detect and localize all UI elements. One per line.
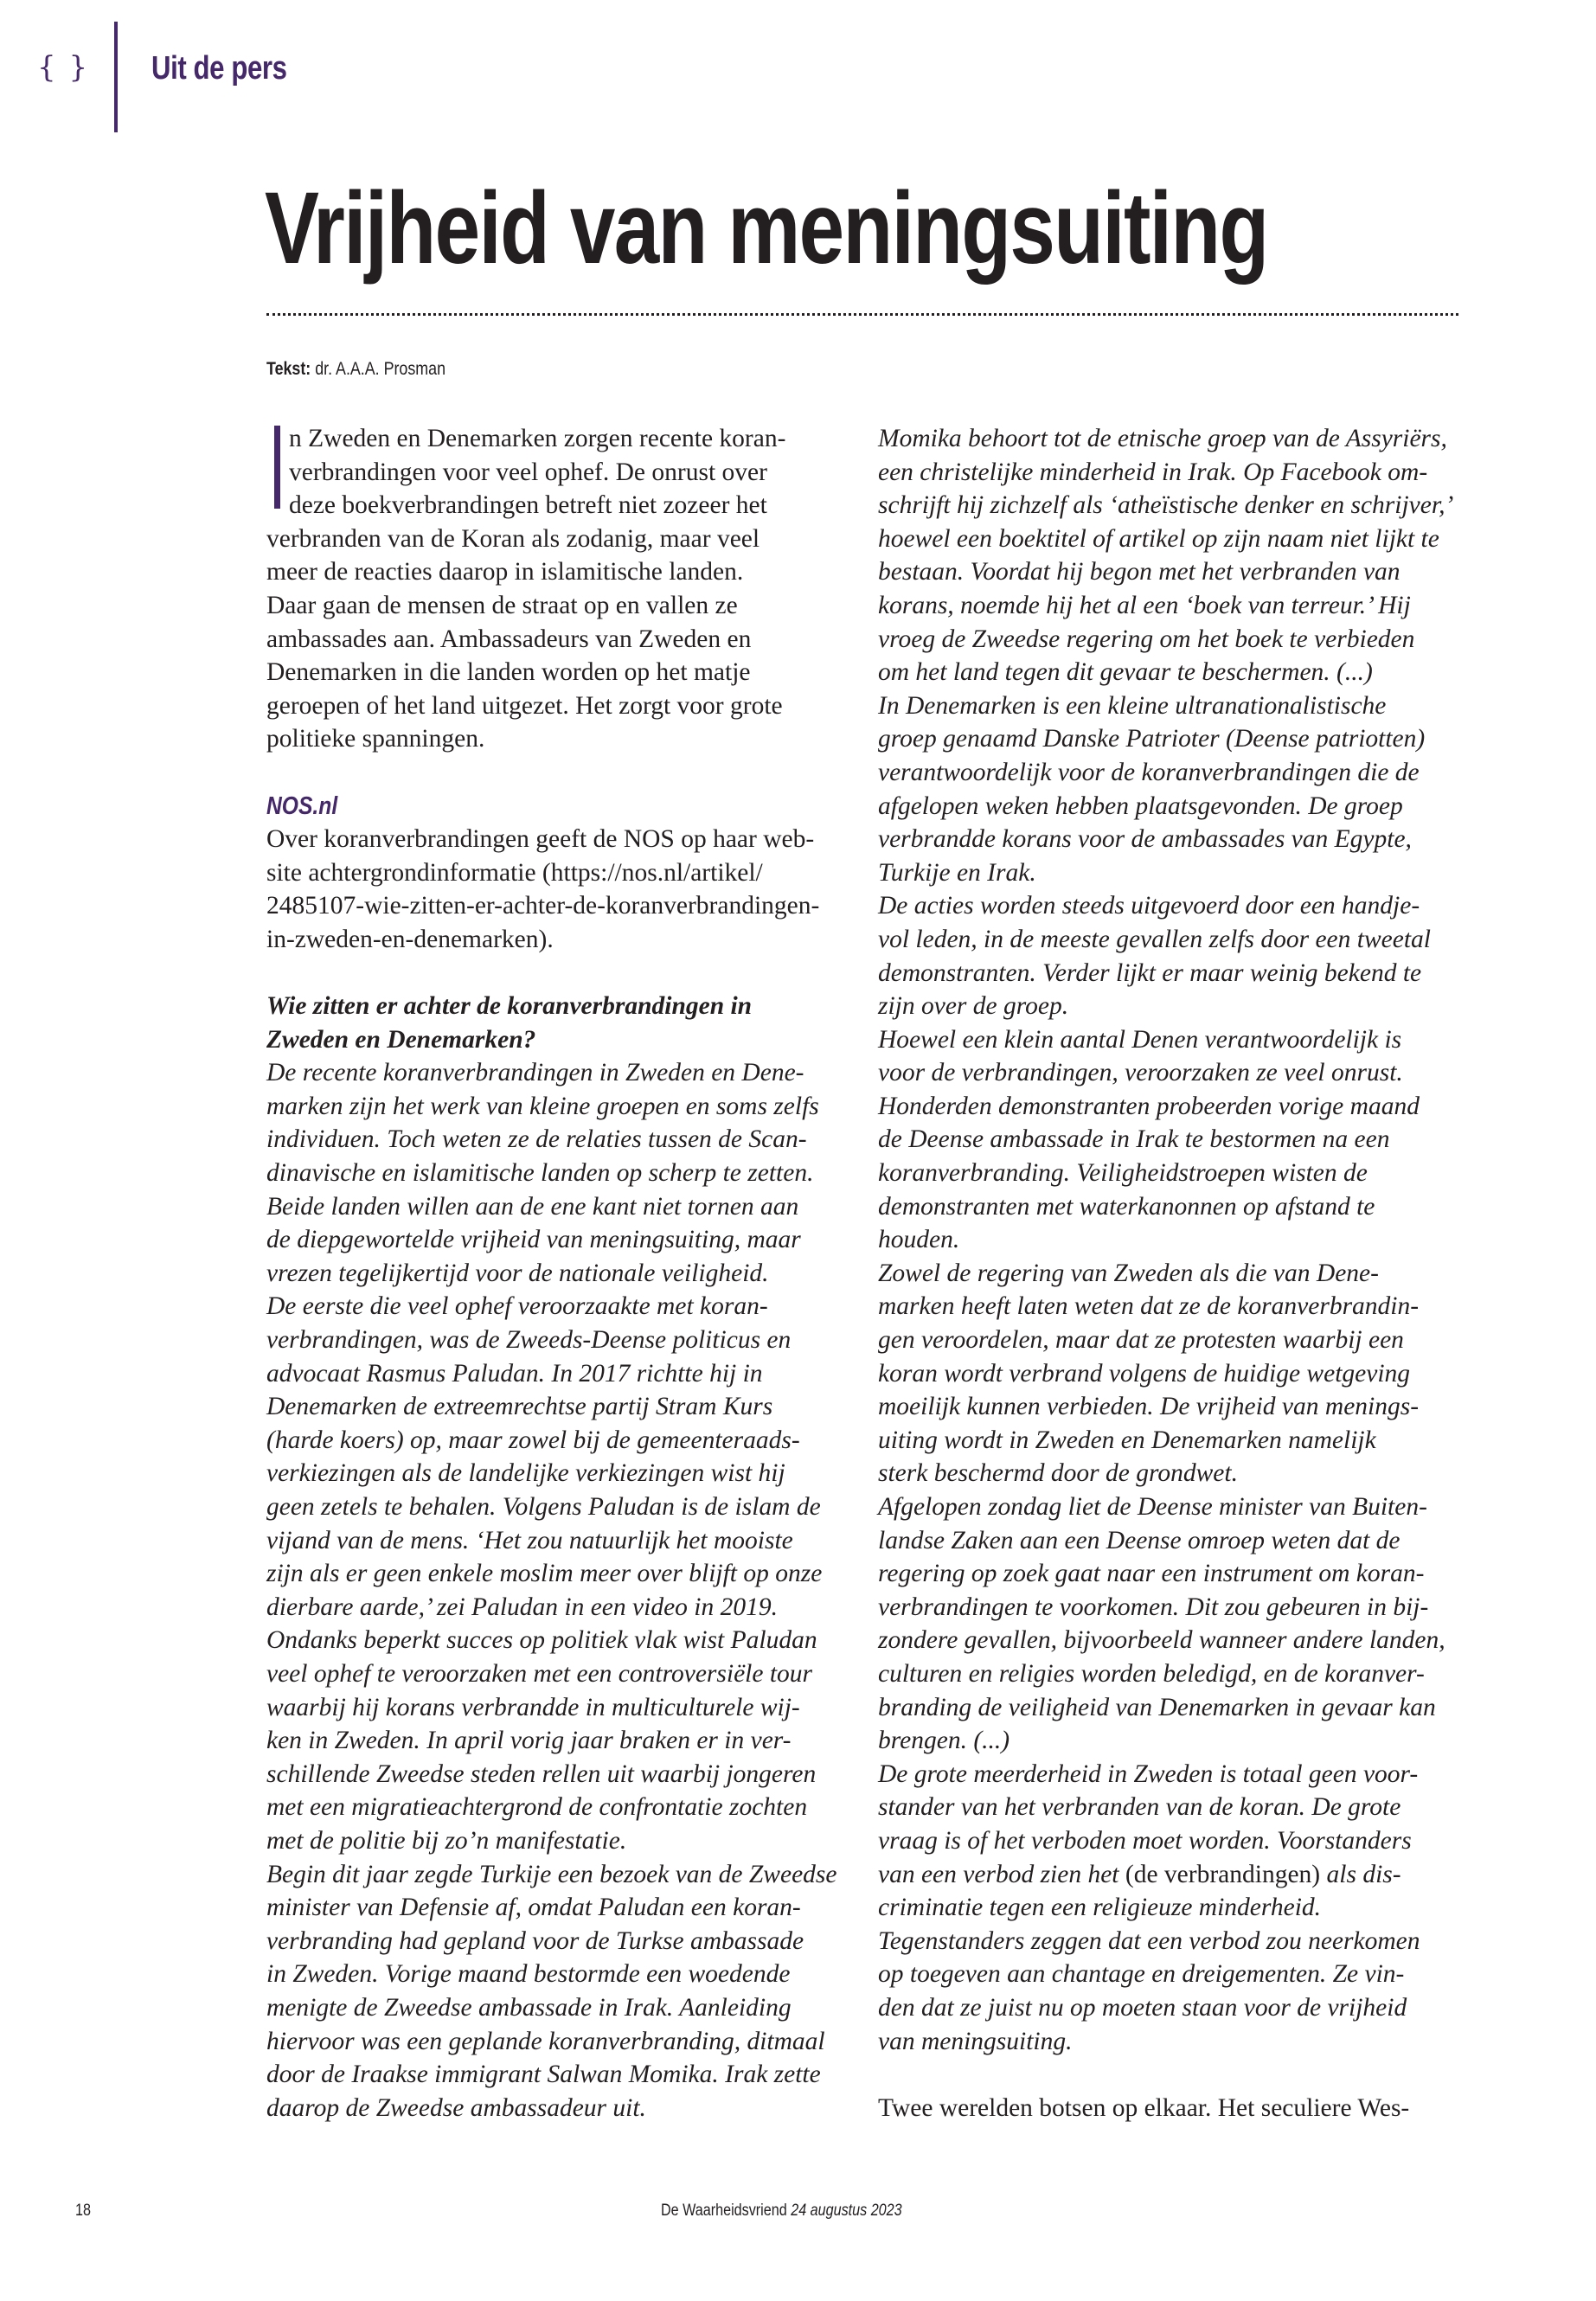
quote-line: bestaan. Voordat hij begon met het verbranden van: [878, 558, 1401, 586]
quote-line: koranverbranding. Veiligheidstroepen wisten de: [878, 1159, 1368, 1188]
quote-line: verkiezingen als de landelijke verkiezingen wist hij: [266, 1459, 785, 1488]
quote-line: sterk beschermd door de grondwet.: [878, 1459, 1238, 1488]
right-column: [878, 422, 1484, 2125]
quote-line: individuen. Toch weten ze de relaties tussen de Scan-: [266, 1125, 807, 1154]
article-title: Vrijheid van meningsuiting: [265, 171, 1268, 285]
quote-line: verbrandingen, was de Zweeds-Deense politicus en: [266, 1326, 792, 1355]
quoted-text-right: [878, 422, 1484, 2058]
quote-line: door de Iraakse immigrant Salwan Momika. Irak zette: [266, 2061, 821, 2089]
subheading-line: Zweden en Denemarken?: [266, 1025, 536, 1054]
quote-line: vrezen tegelijkertijd voor de nationale veiligheid.: [266, 1259, 769, 1287]
intro-line: Daar gaan de mensen de straat op en vallen ze: [266, 591, 738, 619]
left-column: [266, 422, 855, 2125]
publication-date: 24 augustus 2023: [791, 2202, 902, 2220]
publication-name: De Waarheidsvriend: [661, 2202, 787, 2220]
editorial-insert: (de verbrandingen): [1125, 1860, 1321, 1888]
intro-line: n Zweden en Denemarken zorgen recente koran-: [289, 425, 786, 452]
quote-line: met een migratieachtergrond de confrontatie zochten: [266, 1793, 808, 1822]
quote-line: waarbij hij korans verbrandde in multiculturele wij-: [266, 1693, 800, 1721]
quote-line: In Denemarken is een kleine ultranationalistische: [878, 691, 1387, 720]
subheading: [266, 990, 855, 1056]
closing-paragraph-line: Twee werelden botsen op elkaar. Het seculiere Wes-: [878, 2093, 1410, 2122]
byline-label: Tekst:: [266, 359, 311, 379]
quote-line: Ondanks beperkt succes op politiek vlak wist Paludan: [266, 1626, 817, 1655]
quote-line: moeilijk kunnen verbieden. De vrijheid van menings-: [878, 1393, 1420, 1421]
quote-line: een christelijke minderheid in Irak. Op Facebook om-: [878, 458, 1428, 486]
quote-line: schrijft hij zichzelf als ‘atheïstische denker en schrijver,’: [878, 491, 1454, 520]
source-line: Over koranverbrandingen geeft de NOS op haar web-: [266, 825, 815, 854]
quote-line: Denemarken de extreemrechtse partij Stram Kurs: [266, 1393, 773, 1421]
quote-line: minister van Defensie af, omdat Paludan een koran-: [266, 1894, 801, 1922]
curly-braces-icon: { }: [37, 50, 90, 85]
quote-line: zondere gevallen, bijvoorbeeld wanneer andere landen,: [878, 1626, 1445, 1655]
quote-line: De eerste die veel ophef veroorzaakte met koran-: [266, 1292, 768, 1321]
header-divider: [114, 22, 118, 132]
quote-line: gen veroordelen, maar dat ze protesten waarbij een: [878, 1326, 1404, 1355]
quote-line: in Zweden. Vorige maand bestormde een woedende: [266, 1960, 791, 1989]
quote-line: landse Zaken aan een Deense omroep weten dat de: [878, 1526, 1401, 1554]
quote-line: op toegeven aan chantage en dreigementen. Ze vin-: [878, 1960, 1405, 1989]
quote-fragment: van een verbod zien het: [878, 1860, 1125, 1888]
intro-line: meer de reacties daarop in islamitische landen.: [266, 558, 744, 586]
quote-line: koran wordt verbrand volgens de huidige wetgeving: [878, 1359, 1411, 1388]
quote-line: Tegenstanders zeggen dat een verbod zou neerkomen: [878, 1926, 1420, 1955]
quote-line: advocaat Rasmus Paludan. In 2017 richtte hij in: [266, 1359, 763, 1388]
quote-line: demonstranten. Verder lijkt er maar weinig bekend te: [878, 958, 1422, 987]
quote-line: geen zetels te behalen. Volgens Paludan is de islam de: [266, 1493, 821, 1521]
quote-line: groep genaamd Danske Patrioter (Deense patriotten): [878, 725, 1426, 753]
quote-line: voor de verbrandingen, veroorzaken ze veel onrust.: [878, 1059, 1403, 1087]
quote-line: De acties worden steeds uitgevoerd door een handje-: [878, 892, 1420, 920]
quote-line: van meningsuiting.: [878, 2027, 1073, 2055]
intro-line: deze boekverbrandingen betreft niet zozeer het: [289, 491, 767, 520]
quote-fragment: als dis-: [1320, 1860, 1401, 1888]
quote-line: ken in Zweden. In april vorig jaar braken er in ver-: [266, 1727, 792, 1755]
quote-line: Beide landen willen aan de ene kant niet tornen aan: [266, 1192, 799, 1221]
quote-line: Hoewel een klein aantal Denen verantwoordelijk is: [878, 1025, 1402, 1054]
quote-line: verantwoordelijk voor de koranverbrandingen die de: [878, 758, 1420, 786]
quote-line: branding de veiligheid van Denemarken in gevaar kan: [878, 1693, 1436, 1721]
quote-line: vraag is of het verboden moet worden. Voorstanders: [878, 1826, 1412, 1855]
quote-line: hoewel een boektitel of artikel op zijn naam niet lijkt te: [878, 524, 1439, 553]
quote-line: regering op zoek gaat naar een instrument om koran-: [878, 1560, 1425, 1588]
quote-line: (harde koers) op, maar zowel bij de gemeenteraads-: [266, 1426, 800, 1454]
quote-line: De grote meerderheid in Zweden is totaal geen voor-: [878, 1759, 1419, 1788]
subheading-line: Wie zitten er achter de koranverbrandingen in: [266, 992, 753, 1021]
quote-line: dinavische en islamitische landen op scherp te zetten.: [266, 1159, 814, 1188]
intro-paragraph: [266, 422, 855, 756]
source-line: in-zweden-en-denemarken).: [266, 925, 554, 953]
quote-line: Momika behoort tot de etnische groep van de Assyriërs,: [878, 425, 1447, 452]
quote-line: vol leden, in de meeste gevallen zelfs door een tweetal: [878, 925, 1431, 953]
source-line: site achtergrondinformatie (https://nos.nl/artikel/: [266, 858, 763, 887]
quote-line: uiting wordt in Zweden en Denemarken namelijk: [878, 1426, 1376, 1454]
source-line: 2485107-wie-zitten-er-achter-de-koranverbrandingen-: [266, 892, 820, 920]
quote-line: de Deense ambassade in Irak te bestormen na een: [878, 1125, 1390, 1154]
quote-line: afgelopen weken hebben plaatsgevonden. De groep: [878, 792, 1403, 820]
byline-author: dr. A.A.A. Prosman: [311, 359, 446, 379]
title-dotted-divider: [266, 313, 1458, 316]
quote-line: Begin dit jaar zegde Turkije een bezoek van de Zweedse: [266, 1860, 837, 1888]
source-heading: NOS.nl: [266, 792, 338, 820]
quote-line: marken heeft laten weten dat ze de koranverbrandin-: [878, 1292, 1420, 1321]
intro-line: verbrandingen voor veel ophef. De onrust over: [289, 458, 767, 486]
quote-line: veel ophef te veroorzaken met een controversiële tour: [266, 1659, 813, 1688]
quote-line: marken zijn het werk van kleine groepen en soms zelfs: [266, 1092, 819, 1120]
byline: [266, 359, 445, 380]
quote-line: criminatie tegen een religieuze minderheid.: [878, 1894, 1322, 1922]
quote-line: met de politie bij zo’n manifestatie.: [266, 1826, 627, 1855]
section-label: Uit de pers: [151, 50, 287, 87]
quote-line: culturen en religies worden beledigd, en de koranver-: [878, 1659, 1425, 1688]
quote-line: verbrandingen te voorkomen. Dit zou gebeuren in bij-: [878, 1593, 1429, 1621]
quote-line: om het land tegen dit gevaar te beschermen. (...): [878, 658, 1373, 687]
quote-line: houden.: [878, 1226, 960, 1254]
quote-line: dierbare aarde,’ zei Paludan in een video in 2019.: [266, 1593, 778, 1621]
source-paragraph: [266, 823, 855, 956]
quote-line: zijn als er geen enkele moslim meer over blijft op onze: [266, 1560, 823, 1588]
quote-line: Afgelopen zondag liet de Deense minister van Buiten-: [878, 1493, 1427, 1521]
quote-line: den dat ze juist nu op moeten staan voor de vrijheid: [878, 1993, 1407, 2022]
quote-line: daarop de Zweedse ambassadeur uit.: [266, 2093, 646, 2122]
intro-line: geroepen of het land uitgezet. Het zorgt voor grote: [266, 691, 783, 720]
footer-publication: [661, 2202, 902, 2221]
quote-line: vroeg de Zweedse regering om het boek te verbieden: [878, 625, 1415, 653]
quote-line: zijn over de groep.: [878, 992, 1069, 1021]
quote-line: verbrandde korans voor de ambassades van Egypte,: [878, 825, 1412, 854]
intro-line: politieke spanningen.: [266, 725, 485, 753]
quote-line: Honderden demonstranten probeerden vorige maand: [878, 1092, 1420, 1120]
quote-line: verbranding had gepland voor de Turkse ambassade: [266, 1926, 804, 1955]
quote-line: Zowel de regering van Zweden als die van Dene-: [878, 1259, 1379, 1287]
intro-line: Denemarken in die landen worden op het matje: [266, 658, 751, 687]
quote-line: stander van het verbranden van de koran. De grote: [878, 1793, 1401, 1822]
quote-line: demonstranten met waterkanonnen op afstand te: [878, 1192, 1375, 1221]
quoted-text-left: [266, 1056, 855, 2125]
quote-line: brengen. (...): [878, 1727, 1010, 1755]
quote-line: vijand van de mens. ‘Het zou natuurlijk het mooiste: [266, 1526, 793, 1554]
quote-line: korans, noemde hij het al een ‘boek van terreur.’ Hij: [878, 591, 1411, 619]
intro-line: ambassades aan. Ambassadeurs van Zweden en: [266, 625, 752, 653]
quote-line: hiervoor was een geplande koranverbranding, ditmaal: [266, 2027, 825, 2055]
page-number: 18: [75, 2202, 91, 2220]
quote-line: schillende Zweedse steden rellen uit waarbij jongeren: [266, 1759, 817, 1788]
quote-line-mixed: [878, 1858, 1484, 1892]
quote-line: menigte de Zweedse ambassade in Irak. Aanleiding: [266, 1993, 792, 2022]
quote-line: de diepgewortelde vrijheid van meningsuiting, maar: [266, 1226, 801, 1254]
quote-line: De recente koranverbrandingen in Zweden en Dene-: [266, 1059, 804, 1087]
quote-line: Turkije en Irak.: [878, 858, 1036, 887]
intro-line: verbranden van de Koran als zodanig, maar veel: [266, 524, 760, 553]
